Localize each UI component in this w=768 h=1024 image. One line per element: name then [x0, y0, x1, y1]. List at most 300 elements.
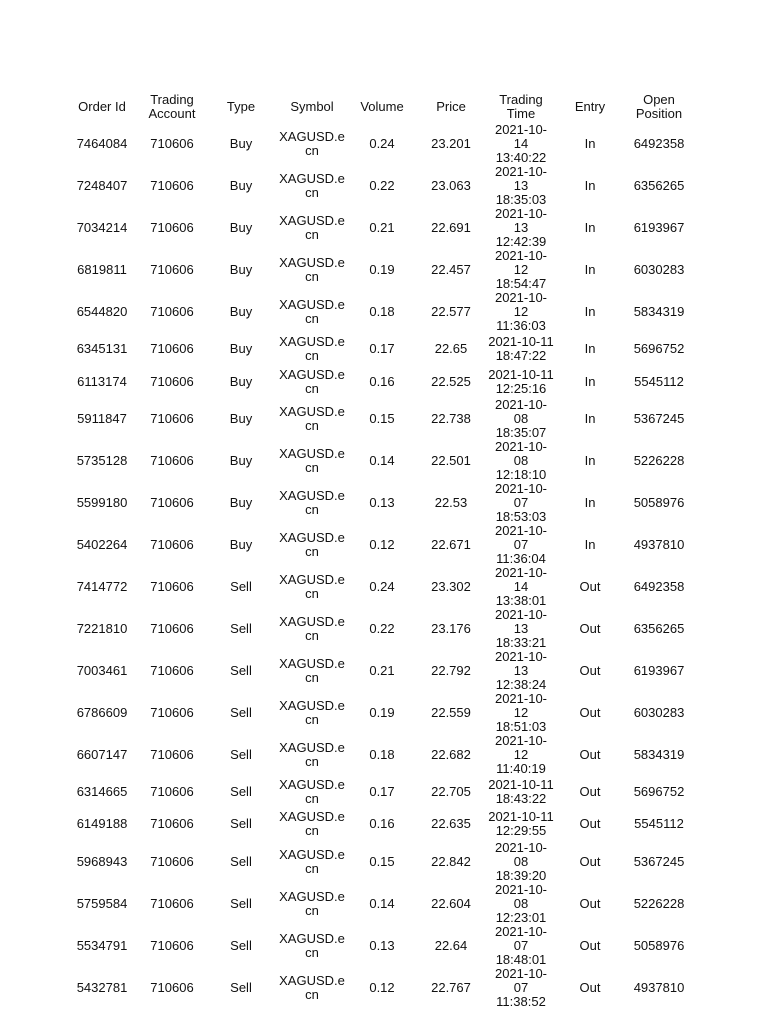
- cell-volume: 0.15: [369, 853, 395, 869]
- table-row: [68, 841, 692, 883]
- cell-order-id: 5432781: [76, 979, 128, 995]
- cell-symbol: [274, 608, 350, 650]
- cell-open-position: 5545112: [634, 373, 684, 389]
- cell-line: XAGUSD.e: [279, 129, 345, 144]
- cell-line: 2021-10-11: [488, 776, 554, 792]
- cell-price: 22.525: [431, 373, 471, 389]
- table-row: [68, 776, 692, 808]
- cell-trading-account: 710606: [150, 220, 194, 235]
- cell-line: cn: [305, 501, 319, 517]
- cell-symbol: [274, 566, 350, 608]
- cell-type: Buy: [229, 536, 253, 552]
- cell-line: XAGUSD.e: [279, 697, 345, 713]
- cell-line: 2021-10-07: [494, 522, 548, 552]
- cell-type: Buy: [229, 304, 253, 319]
- cell-line: 2021-10-11: [488, 366, 554, 382]
- cell-type: Sell: [230, 783, 252, 799]
- cell-line: Order Id: [78, 99, 126, 114]
- table-row: [68, 165, 692, 207]
- cell-entry: In: [584, 341, 596, 357]
- column-header-order-id: [68, 91, 136, 123]
- cell-symbol: [274, 291, 350, 333]
- cell-line: XAGUSD.e: [279, 846, 345, 862]
- cell-line: 2021-10-12: [494, 732, 548, 762]
- cell-trading-account: 710606: [150, 704, 194, 720]
- cell-line: 2021-10-13: [494, 206, 548, 235]
- cell-line: XAGUSD.e: [279, 655, 345, 671]
- cell-line: 11:38:52: [496, 993, 546, 1009]
- cell-line: cn: [305, 348, 319, 364]
- cell-line: cn: [305, 311, 319, 326]
- column-header-trading-time: [488, 91, 554, 123]
- cell-entry: Out: [579, 620, 601, 636]
- cell-line: 2021-10-14: [494, 564, 548, 594]
- cell-trading-time: [488, 883, 554, 925]
- cell-type: Sell: [230, 979, 252, 995]
- cell-line: 2021-10-07: [494, 965, 548, 995]
- cell-trading-account: 710606: [150, 937, 194, 953]
- cell-entry: In: [584, 452, 596, 468]
- cell-volume: 0.22: [369, 178, 395, 193]
- table-body: [68, 123, 692, 1009]
- cell-line: 18:35:03: [495, 192, 547, 207]
- cell-order-id: 7034214: [76, 220, 128, 235]
- column-header-entry: [554, 91, 626, 123]
- cell-line: cn: [305, 860, 319, 876]
- cell-line: Trading: [499, 92, 543, 107]
- cell-symbol: [274, 165, 350, 207]
- cell-trading-time: [488, 967, 554, 1009]
- cell-open-position: 4937810: [633, 536, 685, 552]
- cell-symbol: [274, 841, 350, 883]
- cell-open-position: 6030283: [633, 704, 685, 720]
- cell-type: Buy: [229, 178, 253, 193]
- cell-line: Account: [148, 106, 196, 121]
- cell-line: 18:47:22: [495, 348, 547, 364]
- column-header-volume: [350, 91, 414, 123]
- cell-type: Buy: [229, 220, 253, 235]
- table-header: [68, 91, 692, 123]
- cell-trading-time: [488, 566, 554, 608]
- cell-symbol: [274, 967, 350, 1009]
- cell-price: 22.671: [431, 536, 471, 552]
- cell-line: 2021-10-13: [494, 606, 548, 636]
- cell-trading-account: 710606: [150, 816, 194, 832]
- cell-trading-time: [488, 207, 554, 249]
- cell-type: Sell: [230, 853, 252, 869]
- cell-open-position: 5696752: [633, 783, 685, 799]
- cell-trading-time: [488, 650, 554, 692]
- cell-line: 12:25:16: [495, 380, 547, 396]
- cell-order-id: 7414772: [76, 578, 128, 594]
- cell-order-id: 5968943: [76, 853, 128, 869]
- cell-open-position: 5058976: [633, 494, 685, 510]
- cell-type: Buy: [229, 136, 253, 151]
- cell-trading-account: 710606: [150, 452, 194, 468]
- cell-order-id: 5911847: [77, 410, 127, 426]
- cell-entry: In: [584, 136, 596, 151]
- cell-line: cn: [305, 669, 319, 685]
- cell-price: 23.302: [431, 578, 471, 594]
- table-row: [68, 883, 692, 925]
- cell-open-position: 6356265: [633, 620, 685, 636]
- cell-open-position: 5696752: [633, 341, 685, 357]
- cell-price: 22.501: [431, 452, 471, 468]
- cell-line: cn: [305, 902, 319, 918]
- cell-line: XAGUSD.e: [279, 529, 345, 545]
- cell-volume: 0.12: [369, 979, 395, 995]
- table-row: [68, 524, 692, 566]
- cell-entry: In: [584, 262, 596, 277]
- table-row: [68, 333, 692, 365]
- cell-entry: Out: [579, 746, 601, 762]
- cell-price: 22.635: [431, 816, 471, 832]
- cell-trading-account: 710606: [150, 620, 194, 636]
- cell-volume: 0.15: [369, 410, 395, 426]
- cell-order-id: 6314665: [76, 783, 128, 799]
- cell-symbol: [274, 808, 350, 840]
- cell-open-position: 5545112: [634, 816, 684, 832]
- cell-entry: In: [584, 373, 596, 389]
- column-header-symbol: [274, 91, 350, 123]
- cell-trading-time: [488, 841, 554, 883]
- cell-line: 11:36:03: [496, 318, 546, 333]
- cell-line: cn: [305, 790, 319, 806]
- cell-price: 23.063: [431, 178, 471, 193]
- cell-line: XAGUSD.e: [279, 776, 345, 792]
- cell-entry: In: [584, 410, 596, 426]
- cell-entry: Out: [579, 662, 601, 678]
- cell-entry: In: [584, 536, 596, 552]
- cell-line: 12:29:55: [495, 823, 547, 839]
- cell-line: 18:48:01: [495, 951, 547, 967]
- cell-trading-account: 710606: [150, 494, 194, 510]
- cell-line: cn: [305, 227, 319, 242]
- cell-line: cn: [305, 753, 319, 769]
- cell-volume: 0.17: [369, 783, 395, 799]
- cell-price: 22.738: [431, 410, 471, 426]
- cell-symbol: [274, 925, 350, 967]
- cell-price: 22.682: [431, 746, 471, 762]
- cell-trading-time: [488, 925, 554, 967]
- column-header-type: [208, 91, 274, 123]
- cell-line: 18:51:03: [495, 718, 547, 734]
- cell-entry: Out: [579, 816, 601, 832]
- cell-open-position: 5834319: [633, 746, 685, 762]
- cell-symbol: [274, 650, 350, 692]
- cell-open-position: 5367245: [633, 853, 685, 869]
- cell-line: Position: [635, 106, 683, 121]
- table-row: [68, 650, 692, 692]
- cell-line: Open: [643, 92, 675, 107]
- cell-trading-time: [488, 165, 554, 207]
- cell-symbol: [274, 776, 350, 808]
- cell-open-position: 5834319: [633, 304, 685, 319]
- cell-order-id: 6819811: [77, 262, 127, 277]
- cell-line: 18:33:21: [495, 634, 547, 650]
- cell-trading-account: 710606: [150, 662, 194, 678]
- cell-symbol: [274, 734, 350, 776]
- table-row: [68, 291, 692, 333]
- cell-entry: Out: [579, 578, 601, 594]
- cell-trading-account: 710606: [150, 304, 194, 319]
- cell-symbol: [274, 482, 350, 524]
- orders-document: [68, 91, 692, 1009]
- cell-line: XAGUSD.e: [279, 571, 345, 587]
- cell-entry: Out: [579, 895, 601, 911]
- cell-line: XAGUSD.e: [279, 445, 345, 461]
- cell-volume: 0.24: [369, 578, 395, 594]
- table-row: [68, 925, 692, 967]
- cell-line: cn: [305, 543, 319, 559]
- cell-line: 2021-10-14: [494, 122, 548, 151]
- cell-price: 22.577: [431, 304, 471, 319]
- cell-line: XAGUSD.e: [279, 809, 345, 825]
- table-row: [68, 808, 692, 840]
- cell-order-id: 6544820: [76, 304, 128, 319]
- cell-order-id: 5735128: [76, 452, 128, 468]
- cell-line: 2021-10-12: [494, 248, 548, 277]
- orders-table: [68, 91, 692, 1009]
- cell-volume: 0.18: [369, 304, 395, 319]
- cell-line: 2021-10-13: [494, 648, 548, 678]
- cell-line: XAGUSD.e: [279, 613, 345, 629]
- cell-order-id: 7248407: [76, 178, 128, 193]
- cell-line: 2021-10-07: [494, 923, 548, 953]
- cell-trading-account: 710606: [150, 262, 194, 277]
- cell-order-id: 7464084: [76, 136, 128, 151]
- cell-line: XAGUSD.e: [279, 888, 345, 904]
- cell-trading-account: 710606: [150, 746, 194, 762]
- cell-trading-account: 710606: [150, 373, 194, 389]
- cell-line: 18:35:07: [495, 424, 547, 440]
- cell-trading-time: [488, 440, 554, 482]
- cell-trading-time: [488, 123, 554, 165]
- cell-type: Buy: [229, 373, 253, 389]
- cell-price: 22.65: [434, 341, 468, 357]
- cell-price: 22.559: [431, 704, 471, 720]
- cell-line: 13:40:22: [495, 150, 547, 165]
- cell-line: 11:40:19: [496, 760, 546, 776]
- cell-entry: In: [584, 304, 596, 319]
- cell-line: 13:38:01: [495, 592, 547, 608]
- cell-trading-time: [488, 291, 554, 333]
- cell-entry: Out: [579, 783, 601, 799]
- cell-price: 22.691: [431, 220, 471, 235]
- cell-price: 22.457: [431, 262, 471, 277]
- cell-line: XAGUSD.e: [279, 213, 345, 228]
- cell-line: 18:39:20: [495, 867, 547, 883]
- table-row: [68, 249, 692, 291]
- cell-type: Buy: [229, 452, 253, 468]
- cell-type: Buy: [229, 410, 253, 426]
- cell-type: Buy: [229, 494, 253, 510]
- column-header-price: [414, 91, 488, 123]
- cell-line: Volume: [360, 99, 404, 114]
- cell-line: 12:18:10: [495, 466, 547, 482]
- cell-line: cn: [305, 459, 319, 475]
- cell-line: Entry: [574, 99, 606, 114]
- cell-price: 22.792: [431, 662, 471, 678]
- cell-type: Sell: [230, 620, 252, 636]
- table-row: [68, 123, 692, 165]
- cell-symbol: [274, 883, 350, 925]
- cell-volume: 0.18: [369, 746, 395, 762]
- cell-line: cn: [305, 823, 319, 839]
- cell-line: XAGUSD.e: [279, 972, 345, 988]
- cell-line: cn: [305, 143, 319, 158]
- cell-line: XAGUSD.e: [279, 255, 345, 270]
- cell-trading-account: 710606: [150, 410, 194, 426]
- cell-trading-time: [488, 249, 554, 291]
- cell-line: 2021-10-08: [494, 839, 548, 869]
- cell-line: XAGUSD.e: [279, 930, 345, 946]
- cell-open-position: 4937810: [633, 979, 685, 995]
- cell-volume: 0.21: [369, 220, 395, 235]
- cell-volume: 0.13: [369, 937, 395, 953]
- cell-entry: In: [584, 178, 596, 193]
- cell-line: cn: [305, 380, 319, 396]
- cell-entry: Out: [579, 979, 601, 995]
- cell-open-position: 5367245: [633, 410, 685, 426]
- table-row: [68, 692, 692, 734]
- cell-line: Price: [436, 99, 466, 114]
- cell-trading-time: [488, 692, 554, 734]
- cell-line: cn: [305, 585, 319, 601]
- cell-price: 23.201: [431, 136, 471, 151]
- cell-line: XAGUSD.e: [279, 297, 345, 312]
- cell-symbol: [274, 692, 350, 734]
- cell-line: XAGUSD.e: [279, 171, 345, 186]
- cell-line: 18:54:47: [495, 276, 547, 291]
- cell-line: 2021-10-08: [494, 881, 548, 911]
- cell-order-id: 5599180: [76, 494, 128, 510]
- cell-line: cn: [305, 986, 319, 1002]
- cell-trading-time: [488, 608, 554, 650]
- table-row: [68, 365, 692, 397]
- cell-line: XAGUSD.e: [279, 403, 345, 419]
- cell-trading-account: 710606: [150, 853, 194, 869]
- cell-line: 2021-10-07: [494, 480, 548, 510]
- cell-line: 2021-10-11: [488, 809, 554, 825]
- cell-price: 22.604: [431, 895, 471, 911]
- cell-line: XAGUSD.e: [279, 334, 345, 350]
- cell-symbol: [274, 440, 350, 482]
- cell-price: 22.705: [431, 783, 471, 799]
- cell-line: 12:38:24: [495, 676, 547, 692]
- table-row: [68, 608, 692, 650]
- cell-line: 12:42:39: [495, 234, 547, 249]
- cell-symbol: [274, 123, 350, 165]
- cell-volume: 0.17: [369, 341, 395, 357]
- cell-line: 2021-10-11: [488, 334, 554, 350]
- cell-trading-account: 710606: [150, 895, 194, 911]
- cell-symbol: [274, 207, 350, 249]
- cell-open-position: 6193967: [633, 662, 685, 678]
- cell-order-id: 6607147: [76, 746, 128, 762]
- cell-trading-account: 710606: [150, 178, 194, 193]
- cell-open-position: 6030283: [633, 262, 685, 277]
- cell-open-position: 5226228: [633, 895, 685, 911]
- cell-order-id: 6345131: [76, 341, 128, 357]
- cell-price: 22.64: [434, 937, 468, 953]
- cell-type: Sell: [230, 662, 252, 678]
- cell-order-id: 5534791: [76, 937, 128, 953]
- cell-symbol: [274, 524, 350, 566]
- cell-entry: Out: [579, 937, 601, 953]
- cell-trading-time: [488, 398, 554, 440]
- cell-entry: In: [584, 220, 596, 235]
- cell-volume: 0.21: [369, 662, 395, 678]
- column-header-open-position: [626, 91, 692, 123]
- cell-type: Buy: [229, 341, 253, 357]
- cell-volume: 0.22: [369, 620, 395, 636]
- cell-line: 2021-10-12: [494, 690, 548, 720]
- cell-order-id: 6786609: [76, 704, 128, 720]
- cell-price: 22.767: [431, 979, 471, 995]
- cell-line: cn: [305, 944, 319, 960]
- cell-line: XAGUSD.e: [279, 366, 345, 382]
- cell-volume: 0.14: [369, 895, 395, 911]
- cell-volume: 0.16: [369, 373, 395, 389]
- cell-trading-time: [488, 808, 554, 840]
- cell-trading-time: [488, 365, 554, 397]
- cell-line: XAGUSD.e: [279, 739, 345, 755]
- cell-order-id: 5759584: [76, 895, 128, 911]
- table-row: [68, 398, 692, 440]
- cell-open-position: 6356265: [633, 178, 685, 193]
- cell-line: 18:43:22: [495, 790, 547, 806]
- cell-price: 22.53: [434, 494, 468, 510]
- cell-line: cn: [305, 185, 319, 200]
- cell-open-position: 6492358: [633, 136, 685, 151]
- cell-trading-time: [488, 333, 554, 365]
- cell-symbol: [274, 365, 350, 397]
- cell-order-id: 7221810: [76, 620, 128, 636]
- cell-trading-account: 710606: [150, 341, 194, 357]
- cell-trading-account: 710606: [150, 136, 194, 151]
- cell-order-id: 5402264: [76, 536, 128, 552]
- cell-volume: 0.13: [369, 494, 395, 510]
- cell-line: cn: [305, 627, 319, 643]
- cell-line: 2021-10-08: [494, 438, 548, 468]
- cell-volume: 0.16: [369, 816, 395, 832]
- cell-line: cn: [305, 711, 319, 727]
- cell-volume: 0.14: [369, 452, 395, 468]
- cell-type: Buy: [229, 262, 253, 277]
- cell-line: cn: [305, 269, 319, 284]
- table-row: [68, 566, 692, 608]
- cell-price: 23.176: [431, 620, 471, 636]
- cell-volume: 0.19: [369, 262, 395, 277]
- cell-trading-time: [488, 776, 554, 808]
- cell-line: 11:36:04: [496, 550, 546, 566]
- column-header-trading-account: [136, 91, 208, 123]
- cell-line: 12:23:01: [495, 909, 547, 925]
- cell-type: Sell: [230, 937, 252, 953]
- cell-order-id: 6113174: [77, 373, 127, 389]
- cell-line: Symbol: [290, 99, 334, 114]
- cell-line: 2021-10-08: [494, 396, 548, 426]
- cell-open-position: 6492358: [633, 578, 685, 594]
- cell-line: Time: [506, 106, 536, 121]
- cell-price: 22.842: [431, 853, 471, 869]
- cell-open-position: 5058976: [633, 937, 685, 953]
- cell-trading-time: [488, 734, 554, 776]
- cell-line: 18:53:03: [495, 508, 547, 524]
- header-row: [68, 91, 692, 123]
- cell-trading-time: [488, 524, 554, 566]
